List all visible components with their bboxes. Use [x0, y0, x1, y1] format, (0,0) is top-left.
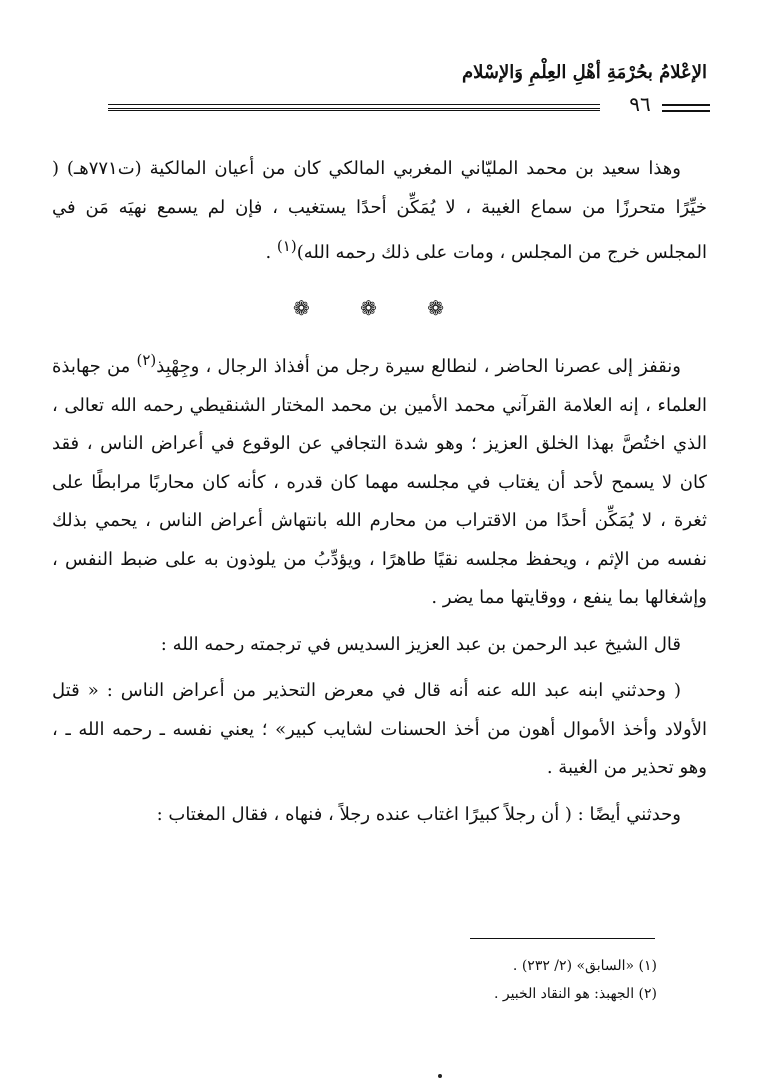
paragraph-saeed-end: . — [265, 242, 277, 263]
page-number-rule — [662, 104, 710, 106]
header-double-rule — [108, 108, 600, 111]
footnote-1: (١) «السابق» (٢/ ٢٣٢) . — [512, 958, 657, 974]
footnotes — [117, 952, 657, 1008]
footnote-ref-2: (٢) — [136, 351, 157, 369]
paragraph-shinqiti — [52, 341, 707, 618]
running-title: الإعْلامُ بحُرْمَةِ أهْلِ العِلْمِ وَالإسْلام — [462, 62, 707, 83]
page-number: ٩٦ — [629, 92, 651, 116]
paragraph-saeed — [52, 150, 707, 273]
paragraph-quote: ( وحدثني ابنه عبد الله عنه أنه قال في معرض التحذير من أعراض الناس : « قتل الأولاد وأخذ الأموال أهون من أخذ الحسنات لشايب كبير» ؛ يعني نفسه ـ رحمه الله ـ ، وهو تحذير من الغيبة . — [52, 680, 707, 778]
paragraph-sudais-intro: قال الشيخ عبد الرحمن بن عبد العزيز السديس في ترجمته رحمه الله : — [160, 633, 681, 655]
footnote-ref-1: (١) — [276, 237, 297, 255]
section-ornament: ❁ ❁ ❁ — [293, 295, 466, 320]
paragraph-saeed-text: وهذا سعيد بن محمد المليّاني المغربي المالكي كان من أعيان المالكية (ت٧٧١هـ) ( خيِّرًا متحرزًا من سماع الغيبة ، لا يُمَكِّن أحدًا يستغيب ، فإن لم يسمع نهيَه مَن في المجلس خرج من المجلس ، ومات على ذلك رحمه الله) — [52, 158, 707, 263]
footnote-2: (٢) الجهبذ: هو النقاد الخبير . — [493, 986, 657, 1002]
header-rule — [108, 104, 600, 105]
paragraph-second-quote: وحدثني أيضًا : ( أن رجلاً كبيرًا اغتاب عنده رجلاً ، فنهاه ، فقال المغتاب : — [156, 803, 681, 825]
paragraph-shinqiti-rest: من جهابذة العلماء ، إنه العلامة القرآني محمد الأمين بن محمد المختار الشنقيطي رحمه الله تعالى ، الذي اختُصَّ بهذا الخلق العزيز ؛ وهو شدة التجافي عن الوقوع في أعراض الناس ، فقد كان لا يسمح لأحد أن يغتاب في مجلسه مهما كان قدره ، كأنه كان محاربًا مرابطًا على ثغرة ، لا يُمَكِّن أحدًا من الاقتراب من محارم الله بانتهاش أعراض الناس ، يحمي بذلك نفسه من الإثم ، ويحفظ مجلسه نقيًا طاهرًا ، ويؤدِّبُ من يلوذون به على ضبط النفس ، وإشغالها بما ينفع ، ووقايتها مما يضر . — [52, 356, 707, 608]
footnote-rule — [470, 938, 655, 939]
paragraph-shinqiti-text: ونقفز إلى عصرنا الحاضر ، لنطالع سيرة رجل من أفذاذ الرجال ، وجِهْبِذ — [156, 356, 681, 377]
page-number-rule-lower — [662, 110, 710, 112]
bottom-mark — [438, 1074, 442, 1078]
body-text — [52, 150, 707, 834]
